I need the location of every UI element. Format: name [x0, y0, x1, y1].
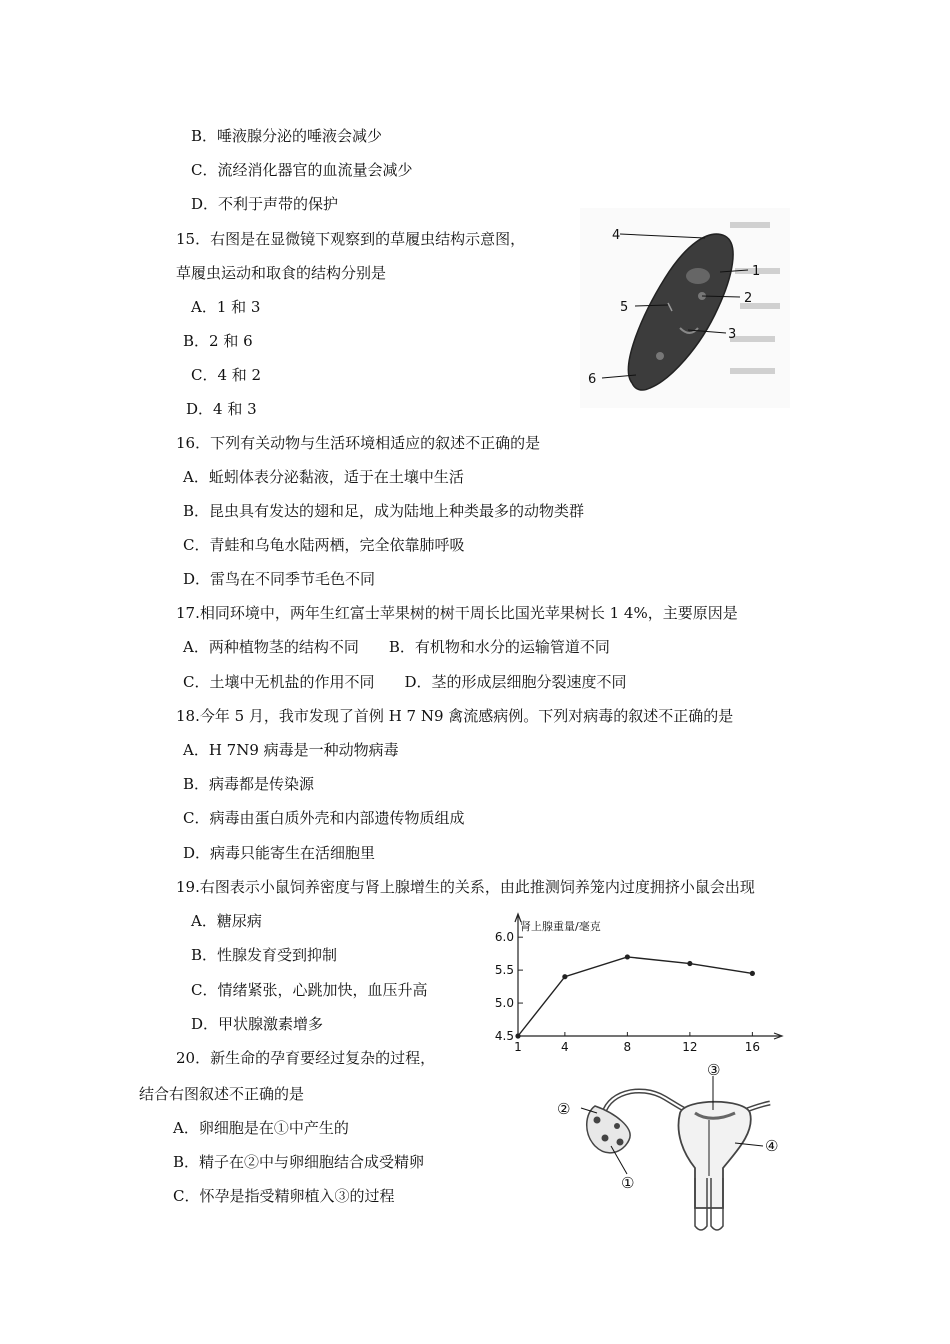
chart-x-tick-label: 16 [744, 1040, 761, 1054]
chart-data-point [625, 954, 630, 959]
q16-option-c: C．青蛙和乌龟水陆两栖，完全依靠肺呼吸 [183, 536, 465, 554]
chart-x-tick-label: 1 [514, 1040, 522, 1054]
q16-option-d: D．雷鸟在不同季节毛色不同 [183, 570, 376, 588]
chart-x-tick-label: 8 [623, 1040, 632, 1054]
chart-x-tick-label: 12 [682, 1040, 698, 1054]
paramecium-figure [580, 208, 790, 408]
q14-option-d: D．不利于声带的保护 [191, 195, 339, 213]
q16-option-a: A．蚯蚓体表分泌黏液，适于在土壤中生活 [183, 468, 464, 486]
chart-data-point [515, 1033, 520, 1038]
q17-options-ab: A．两种植物茎的结构不同 B．有机物和水分的运输管道不同 [183, 638, 610, 656]
paramecium-label-5: 5 [620, 300, 629, 315]
paramecium-label-6: 6 [588, 372, 597, 387]
q20-option-c: C．怀孕是指受精卵植入③的过程 [173, 1187, 395, 1205]
q15-option-c: C．4 和 2 [191, 366, 262, 384]
q15-option-a: A．1 和 3 [191, 298, 261, 316]
chart-y-tick-label: 4.5 [494, 1029, 514, 1043]
q15-stem-line1: 15．右图是在显微镜下观察到的草履虫结构示意图， [176, 230, 526, 248]
q18-option-d: D．病毒只能寄生在活细胞里 [183, 844, 376, 862]
paramecium-label-1: 1 [752, 264, 761, 279]
chart-series-line [518, 957, 752, 1036]
q19-stem: 19.右图表示小鼠饲养密度与肾上腺增生的关系，由此推测饲养笼内过度拥挤小鼠会出现 [176, 878, 755, 896]
chart-y-tick-label: 5.0 [494, 996, 514, 1011]
q19-option-c: C．情绪紧张，心跳加快，血压升高 [191, 981, 428, 999]
uterus-label-1: ① [621, 1174, 635, 1192]
q18-option-c: C．病毒由蛋白质外壳和内部遗传物质组成 [183, 809, 465, 827]
q18-stem: 18.今年 5 月，我市发现了首例 H 7 N9 禽流感病例。下列对病毒的叙述不正确的是 [176, 707, 734, 725]
q20-option-a: A．卵细胞是在①中产生的 [173, 1119, 349, 1137]
q20-option-b: B．精子在②中与卵细胞结合成受精卵 [173, 1153, 425, 1171]
chart-data-point [750, 971, 755, 976]
q14-option-c: C．流经消化器官的血流量会减少 [191, 161, 413, 179]
chart-y-axis-label: 肾上腺重量/毫克 [520, 920, 601, 933]
q16-option-b: B．昆虫具有发达的翅和足，成为陆地上种类最多的动物类群 [183, 502, 585, 520]
q15-option-d: D．4 和 3 [186, 400, 257, 418]
uterus-label-4: ④ [765, 1137, 779, 1155]
q18-option-b: B．病毒都是传染源 [183, 775, 315, 793]
q19-option-b: B．性腺发育受到抑制 [191, 946, 338, 964]
uterus-label-3: ③ [707, 1061, 721, 1079]
q15-stem-line2: 草履虫运动和取食的结构分别是 [176, 264, 387, 282]
paramecium-label-2: 2 [744, 291, 753, 306]
adrenal-weight-line-chart [478, 910, 790, 1060]
q17-stem: 17.相同环境中，两年生红富士苹果树的树干周长比国光苹果树长 1 4%，主要原因是 [176, 604, 738, 622]
q20-stem-line2: 结合右图叙述不正确的是 [139, 1085, 305, 1103]
q18-option-a: A．H 7N9 病毒是一种动物病毒 [183, 741, 399, 759]
q19-option-d: D．甲状腺激素增多 [191, 1015, 324, 1033]
q16-stem: 16．下列有关动物与生活环境相适应的叙述不正确的是 [176, 434, 541, 452]
q20-stem-line1: 20．新生命的孕育要经过复杂的过程， [176, 1049, 436, 1067]
paramecium-label-4: 4 [612, 228, 621, 243]
chart-y-tick-label: 5.5 [494, 963, 514, 978]
reproductive-system-figure [545, 1058, 795, 1238]
paramecium-label-3: 3 [728, 327, 737, 342]
chart-y-tick-label: 6.0 [494, 930, 514, 945]
q14-option-b: B．唾液腺分泌的唾液会减少 [191, 127, 383, 145]
q17-options-cd: C．土壤中无机盐的作用不同 D．茎的形成层细胞分裂速度不同 [183, 673, 627, 691]
uterus-label-2: ② [557, 1100, 571, 1118]
chart-x-tick-label: 4 [561, 1040, 569, 1054]
chart-data-point [687, 961, 692, 966]
q15-option-b: B．2 和 6 [183, 332, 253, 350]
chart-data-point [562, 974, 567, 979]
q19-option-a: A．糖尿病 [191, 912, 262, 930]
